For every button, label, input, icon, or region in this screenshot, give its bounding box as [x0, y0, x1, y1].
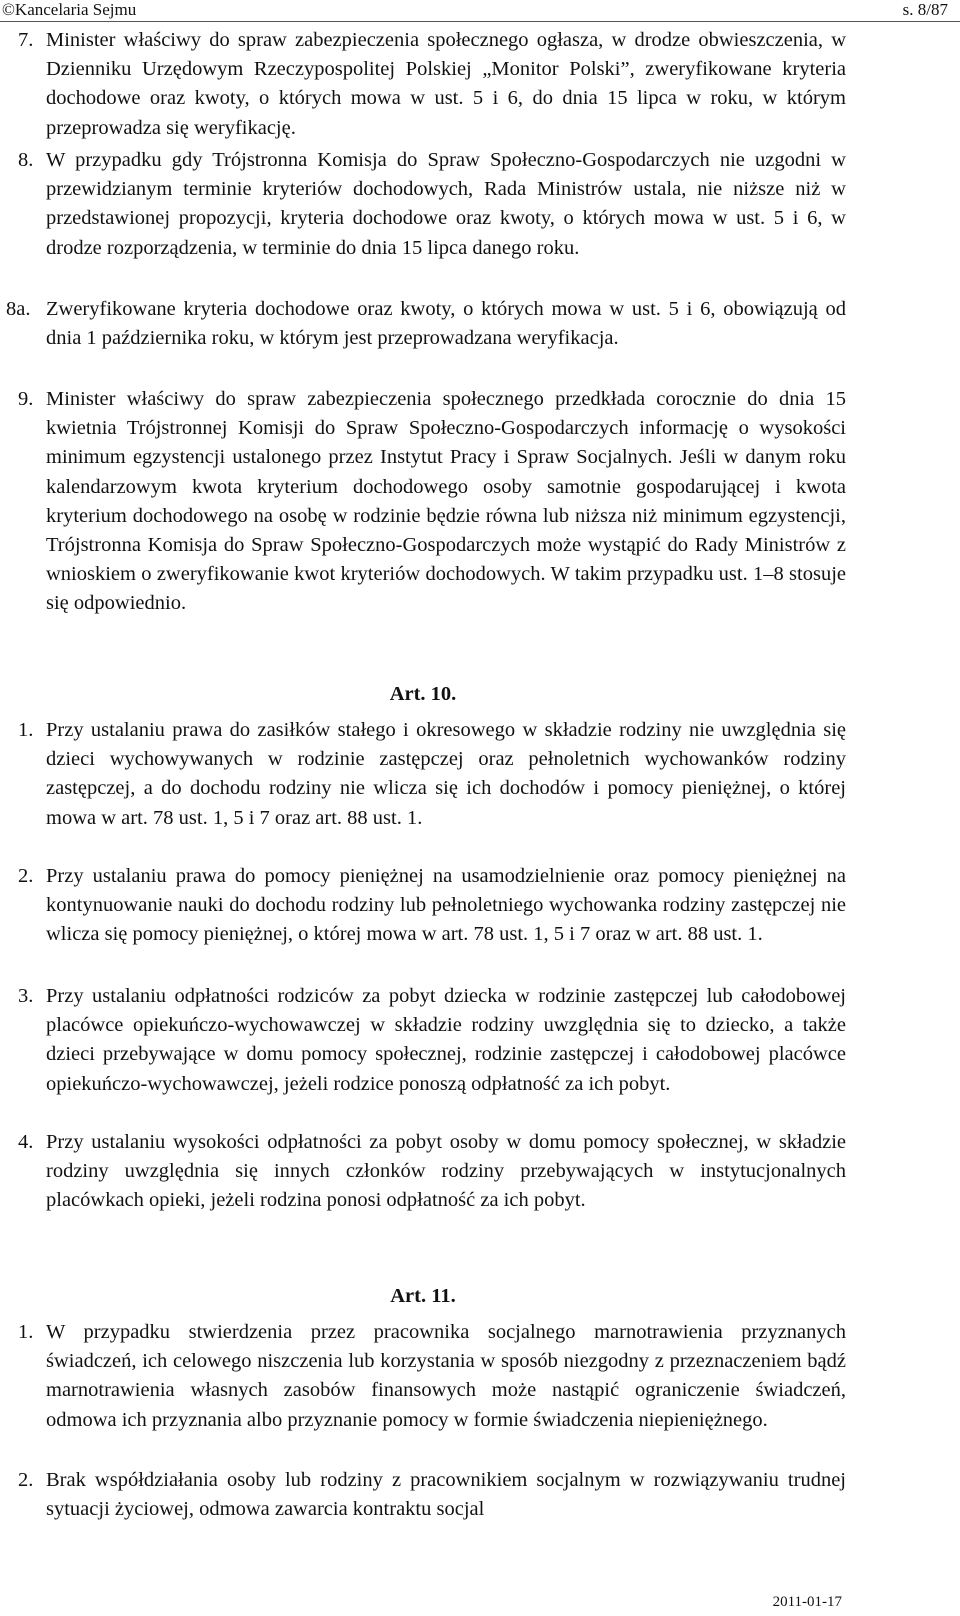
paragraph-number: 2. — [18, 1469, 34, 1491]
paragraph-text: Przy ustalaniu prawa do zasiłków stałego i okresowego w składzie rodziny nie uwzględnia się dzieci wychowywanych w rodzinie zastępczej oraz pełnoletnich wychowanków rodziny zastępczej, a do dochodu rodziny nie wlicza się ich dochodów i pomocy pieniężnej, o której mowa w art. 78 ust. 1, 5 i 7 oraz art. 88 ust. 1. — [46, 719, 846, 829]
article-heading-11: Art. 11. — [390, 1285, 456, 1307]
paragraph-text: Minister właściwy do spraw zabezpieczenia społecznego przedkłada corocznie do dnia 15 kwietnia Trójstronnej Komisji do Spraw Społeczno-Gospodarczych informację o wysokości minimum egzystencji ustalonego przez Instytut Pracy i Spraw Socjalnych. Jeśli w danym roku kalendarzowym kwota kryterium dochodowego osoby samotnie gospodarującej i kwota kryterium dochodowego na osobę w rodzinie będzie równa lub niższa niż minimum egzystencji, Trójstronna Komisja do Spraw Społeczno-Gospodarczych może wystąpić do Rady Ministrów z wnioskiem o zweryfikowanie kwot kryteriów dochodowych. W takim przypadku ust. 1–8 stosuje się odpowiednio. — [46, 388, 846, 615]
paragraph-text: W przypadku gdy Trójstronna Komisja do Spraw Społeczno-Gospodarczych nie uzgodni w przewidzianym terminie kryteriów dochodowych, Rada Ministrów ustala, nie niższe niż w przedstawionej propozycji, kryteria dochodowe oraz kwoty, o których mowa w ust. 5 i 6, w drodze rozporządzenia, w terminie do dnia 15 lipca danego roku. — [46, 149, 846, 259]
paragraph-8 — [18, 146, 846, 263]
header-page-number: s. 8/87 — [902, 0, 948, 19]
paragraph-8a — [6, 295, 846, 353]
footer-date: 2011-01-17 — [772, 1594, 842, 1610]
paragraph-text: Przy ustalaniu prawa do pomocy pieniężnej na usamodzielnienie oraz pomocy pieniężnej na kontynuowanie nauki do dochodu rodziny lub pełnoletniego wychowanka rodziny zastępczej nie wlicza się pomocy pieniężnej, o której mowa w art. 78 ust. 1, 5 i 7 oraz w art. 88 ust. 1. — [46, 865, 846, 946]
art10-paragraph-4 — [18, 1128, 846, 1216]
paragraph-text: Zweryfikowane kryteria dochodowe oraz kwoty, o których mowa w ust. 5 i 6, obowiązują od dnia 1 października roku, w którym jest przeprowadzana weryfikacja. — [46, 298, 846, 350]
art10-paragraph-3 — [18, 982, 846, 1099]
paragraph-7 — [18, 26, 846, 143]
art11-paragraph-2 — [18, 1466, 846, 1524]
art10-paragraph-2 — [18, 862, 846, 950]
paragraph-text: Przy ustalaniu wysokości odpłatności za pobyt osoby w domu pomocy społecznej, w składzie rodziny uwzględnia się innych członków rodziny przebywających w instytucjonalnych placówkach opieki, jeżeli rodzina ponosi odpłatność za ich pobyt. — [46, 1131, 846, 1212]
paragraph-number: 2. — [18, 865, 34, 887]
paragraph-number: 1. — [18, 719, 34, 741]
paragraph-number: 9. — [18, 388, 34, 410]
header-copyright: ©Kancelaria Sejmu — [2, 0, 137, 19]
art11-paragraph-1 — [18, 1318, 846, 1435]
paragraph-number: 4. — [18, 1131, 34, 1153]
paragraph-9 — [18, 385, 846, 619]
paragraph-number: 8a. — [6, 298, 31, 320]
paragraph-text: Brak współdziałania osoby lub rodziny z pracownikiem socjalnym w rozwiązywaniu trudnej sytuacji życiowej, odmowa zawarcia kontraktu socjal — [46, 1469, 846, 1521]
paragraph-number: 8. — [18, 149, 34, 171]
paragraph-number: 7. — [18, 29, 34, 51]
paragraph-number: 1. — [18, 1321, 34, 1343]
header-divider — [0, 21, 960, 22]
paragraph-number: 3. — [18, 985, 34, 1007]
paragraph-text: W przypadku stwierdzenia przez pracownika socjalnego marnotrawienia przyznanych świadczeń, ich celowego niszczenia lub korzystania w sposób niezgodny z przeznaczeniem bądź marnotrawienia własnych zasobów finansowych może nastąpić ograniczenie świadczeń, odmowa ich przyznania albo przyznanie pomocy w formie świadczenia niepieniężnego. — [46, 1321, 846, 1431]
article-heading-10: Art. 10. — [389, 683, 457, 705]
paragraph-text: Przy ustalaniu odpłatności rodziców za pobyt dziecka w rodzinie zastępczej lub całodobowej placówce opiekuńczo-wychowawczej w składzie rodziny uwzględnia się to dziecko, a także dzieci przebywające w domu pomocy społecznej, rodzinie zastępczej i całodobowej placówce opiekuńczo-wychowawczej, jeżeli rodzice ponoszą odpłatność za ich pobyt. — [46, 985, 846, 1095]
paragraph-text: Minister właściwy do spraw zabezpieczenia społecznego ogłasza, w drodze obwieszczenia, w Dzienniku Urzędowym Rzeczypospolitej Polskiej „Monitor Polski”, zweryfikowane kryteria dochodowe oraz kwoty, o których mowa w ust. 5 i 6, do dnia 15 lipca w roku, w którym przeprowadza się weryfikację. — [46, 29, 846, 139]
art10-paragraph-1 — [18, 716, 846, 833]
